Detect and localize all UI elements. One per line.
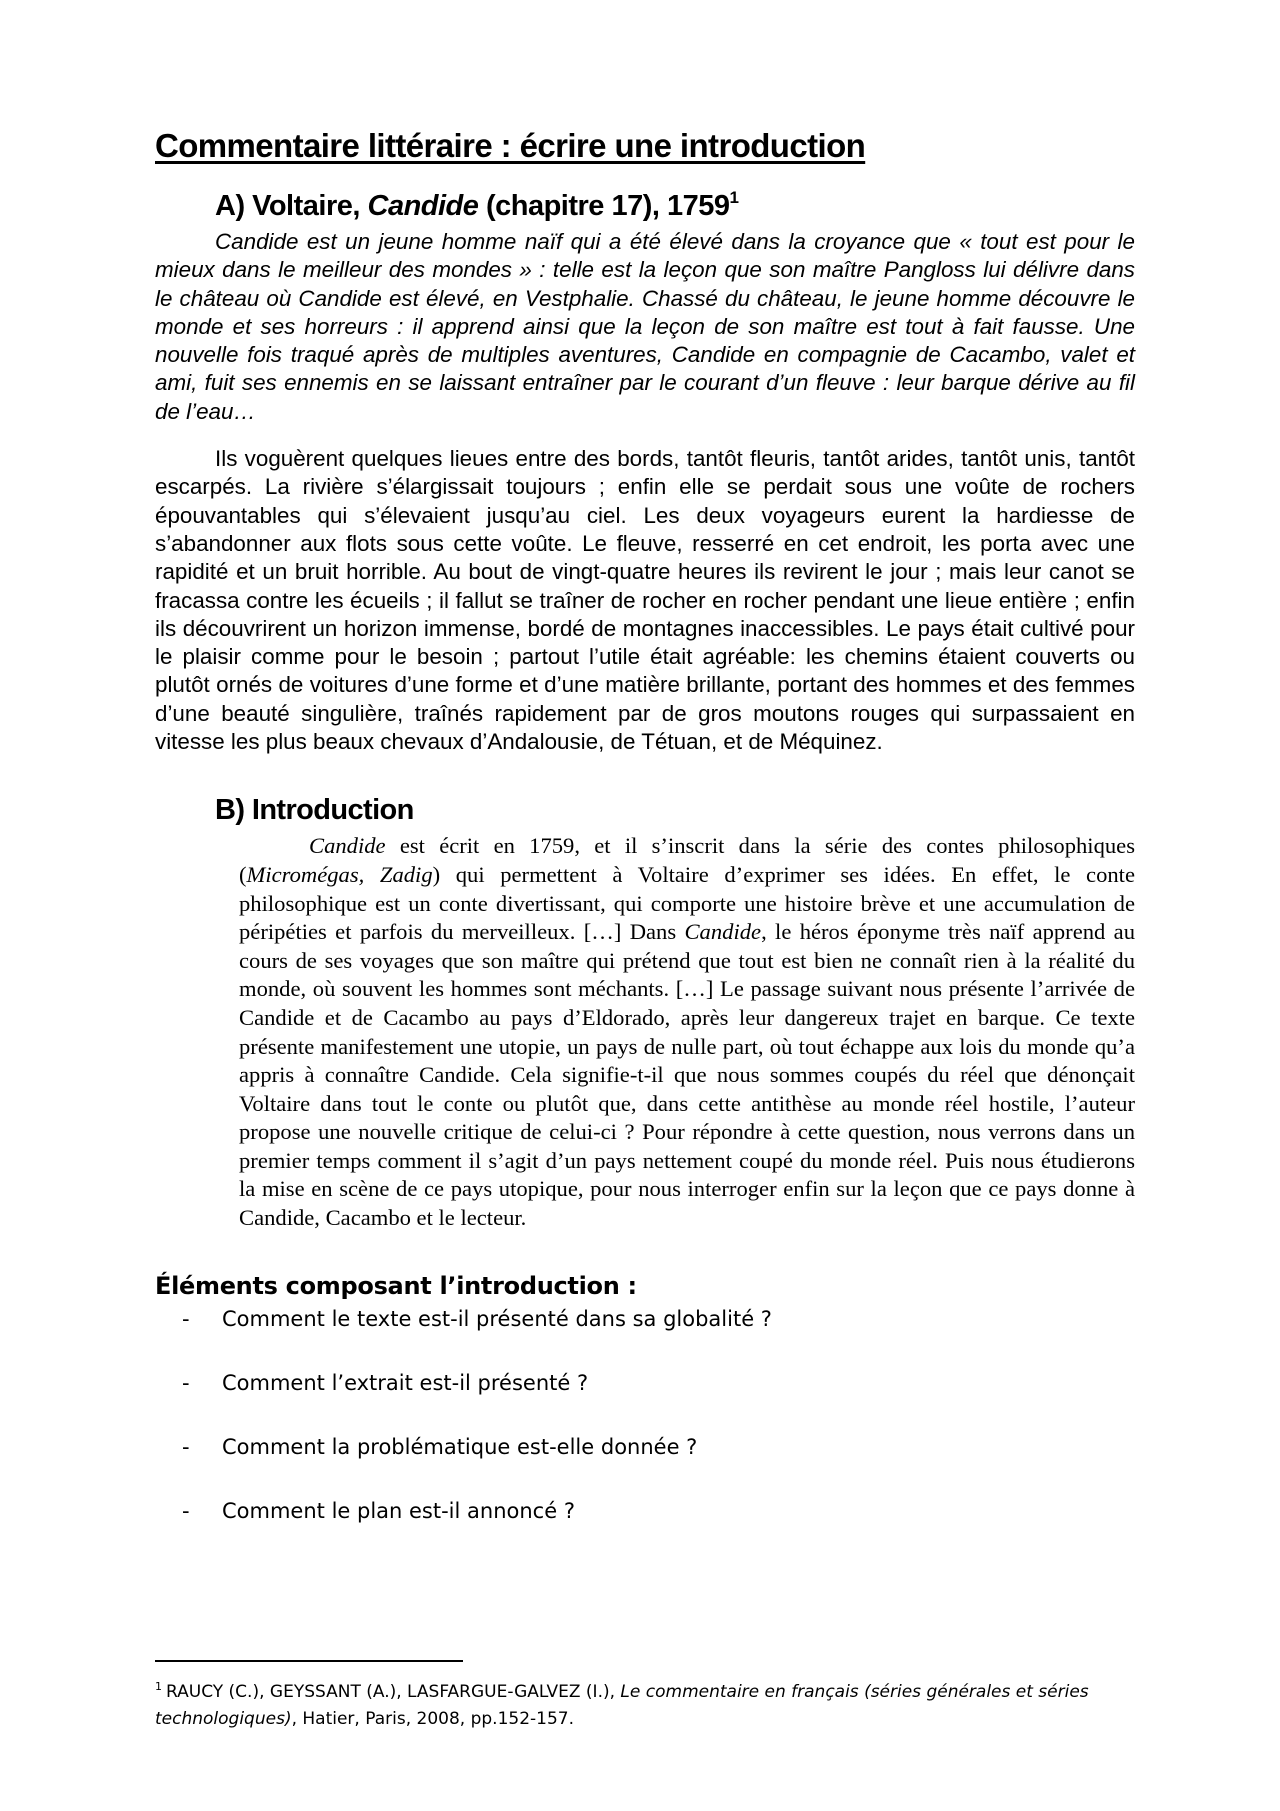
intro-text-part-3: , le héros éponyme très naïf apprend au cours de ses voyages que son maître qui prétend que tout est bien ne connaît rien à la réalité du monde, où souvent les hommes sont méchants. […] Le passage suivant nous présente l’arrivée de Candide et de Cacambo au pays d’Eldorado, après leur dangereux trajet en barque. Ce texte présente manifestement une utopie, un pays de nulle part, où tout échappe aux lois du monde qu’a appris à connaître Candide. Cela signifie-t-il que nous sommes coupés du réel que dénonçait Voltaire dans tout le conte ou plutôt que, dans cette antithèse au monde réel hostile, l’auteur propose une nouvelle critique de celui-ci ? Pour répondre à cette question, nous verrons dans un premier temps comment il s’agit d’un pays nettement coupé du monde réel. Puis nous étudierons la mise en scène de ce pays utopique, pour nous interroger enfin sur la leçon que ce pays donne à Candide, Cacambo et le lecteur. [239, 919, 1135, 1231]
intro-text-part-2: ) qui permettent à Voltaire d’exprimer ses idées. En effet, le conte philosophique est un conte divertissant, qui comporte une histoire brève et une accumulation de péripéties et parfois du merveilleux. […] Dans [239, 861, 1135, 945]
bullet-dash: - [182, 1370, 190, 1395]
section-a-heading-suffix: (chapitre 17), 1759 [478, 190, 730, 222]
list-item [155, 1305, 1135, 1333]
page-title: Commentaire littéraire : écrire une introduction [155, 127, 866, 164]
bullet-dash: - [182, 1306, 190, 1331]
question-text: Comment le plan est-il annoncé ? [222, 1498, 575, 1523]
excerpt-paragraph: Ils voguèrent quelques lieues entre des bords, tantôt fleuris, tantôt arides, tantôt unis, tantôt escarpés. La rivière s’élargissait toujours ; enfin elle se perdait sous une voûte de rochers épouvantables qui s’élevaient jusqu’au ciel. Les deux voyageurs eurent la hardiesse de s’abandonner aux flots sous cette voûte. Le fleuve, resserré en cet endroit, les porta avec une rapidité et un bruit horrible. Au bout de vingt-quatre heures ils revirent le jour ; mais leur canot se fracassa contre les écueils ; il fallut se traîner de rocher en rocher pendant une lieue entière ; enfin ils découvrirent un horizon immense, bordé de montagnes inaccessibles. Le pays était cultivé pour le plaisir comme pour le besoin ; partout l’utile était agréable: les chemins étaient couverts ou plutôt ornés de voitures d’une forme et d’une matière brillante, portant des hommes et des femmes d’une beauté singulière, traînés rapidement par de gros moutons rouges qui surpassaient en vitesse les plus beaux chevaux d’Andalousie, de Tétuan, et de Méquinez. [155, 446, 1135, 755]
context-paragraph: Candide est un jeune homme naïf qui a été élevé dans la croyance que « tout est pour le mieux dans le meilleur des mondes » : telle est la leçon que son maître Pangloss lui délivre dans le château où Candide est élevé, en Vestphalie. Chassé du château, le jeune homme découvre le monde et ses horreurs : il apprend ainsi que la leçon de son maître est tout à fait fausse. Une nouvelle fois traqué après de multiples aventures, Candide en compagnie de Cacambo, valet et ami, fuit ses ennemis en se laissant entraîner par le courant d’un fleuve : leur barque dérive au fil de l’eau… [155, 229, 1135, 424]
footnote-authors: RAUCY (C.), GEYSSANT (A.), LASFARGUE-GALVEZ (I.), [166, 1682, 621, 1702]
footnote-book-title: Le commentaire en français (séries générales et séries technologiques) [155, 1682, 1089, 1729]
question-text: Comment l’extrait est-il présenté ? [222, 1370, 589, 1395]
elements-heading: Éléments composant l’introduction : [155, 1271, 637, 1300]
work-title: Candide [309, 833, 386, 859]
questions-list [155, 1305, 1135, 1525]
question-text: Comment la problématique est-elle donnée ? [222, 1434, 698, 1459]
bullet-dash: - [182, 1498, 190, 1523]
section-b-heading: B) Introduction [215, 794, 414, 827]
list-item [155, 1497, 1135, 1525]
bullet-dash: - [182, 1434, 190, 1459]
footnote-reference[interactable]: 1 [729, 188, 739, 207]
section-a-heading [215, 180, 1135, 224]
question-text: Comment le texte est-il présenté dans sa globalité ? [222, 1306, 772, 1331]
intro-text-part-1: est écrit en 1759, et il s’inscrit dans la série des contes philosophiques ( [239, 833, 1135, 887]
section-a-heading-prefix: A) Voltaire, [215, 190, 368, 222]
list-item [155, 1433, 1135, 1461]
works-list: Micromégas, Zadig [246, 861, 433, 887]
document-page [155, 118, 1135, 1561]
footnote-publication: , Hatier, Paris, 2008, pp.152-157. [291, 1709, 575, 1729]
section-a-heading-work: Candide [367, 190, 479, 222]
footnote-separator [155, 1660, 463, 1662]
footnote-number: 1 [155, 1680, 162, 1693]
work-title-2: Candide [684, 919, 762, 945]
footnote [155, 1673, 1115, 1733]
introduction-paragraph [239, 832, 1135, 1232]
list-item [155, 1369, 1135, 1397]
